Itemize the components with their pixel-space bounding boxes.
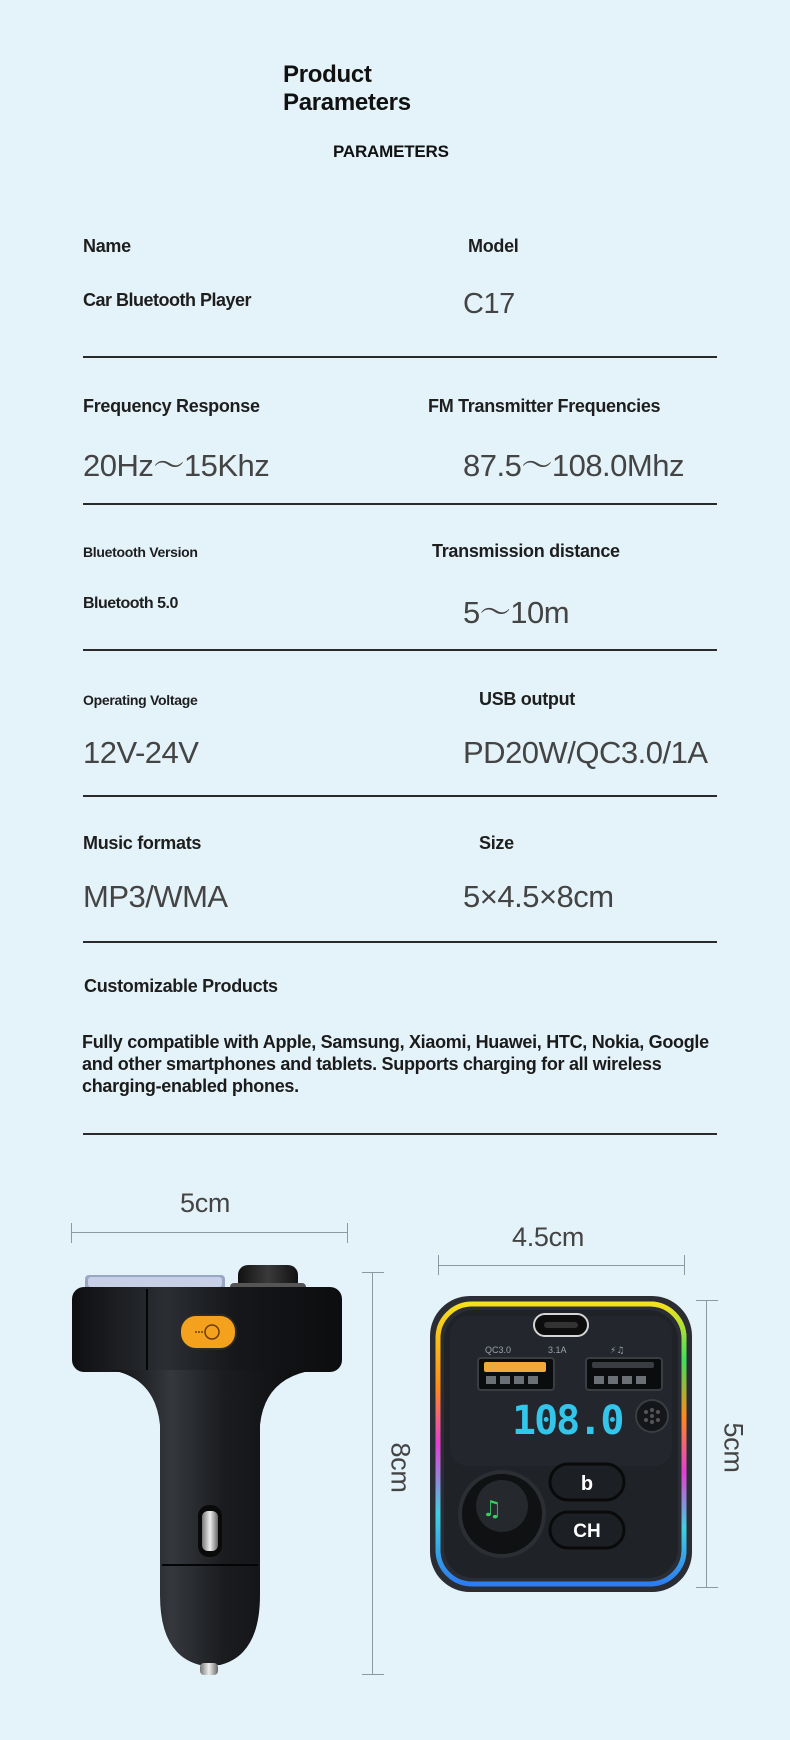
- divider: [83, 356, 717, 358]
- param-label-transmission-distance: Transmission distance: [432, 541, 620, 561]
- param-value-name: Car Bluetooth Player: [83, 290, 252, 310]
- dimension-line: [706, 1300, 707, 1588]
- custom-products-label: Customizable Products: [84, 976, 278, 996]
- param-label-model: Model: [468, 236, 519, 256]
- svg-text:CH: CH: [573, 1521, 601, 1542]
- param-label-music-formats: Music formats: [83, 833, 202, 853]
- param-label-bluetooth-version: Bluetooth Version: [83, 544, 198, 560]
- divider: [83, 649, 717, 651]
- dimension-tick: [684, 1255, 685, 1275]
- dimension-side-height: 8cm: [385, 1442, 416, 1493]
- svg-text:♫: ♫: [482, 1497, 502, 1522]
- section-subtitle: PARAMETERS: [333, 142, 449, 161]
- param-value-operating-voltage: 12V-24V: [83, 735, 199, 770]
- compatibility-description: Fully compatible with Apple, Samsung, Xiaomi, Huawei, HTC, Nokia, Google and other smartphones and tablets. Supports charging for all wireless charging-enabled phones.: [82, 1032, 709, 1096]
- param-label-name: Name: [83, 236, 131, 256]
- param-value-usb-output: PD20W/QC3.0/1A: [463, 735, 708, 770]
- svg-text:b: b: [580, 1473, 594, 1495]
- page-title: [283, 61, 411, 117]
- divider: [83, 1133, 717, 1135]
- dimension-tick: [71, 1223, 72, 1243]
- dimension-tick: [347, 1223, 348, 1243]
- param-value-model: C17: [463, 288, 515, 320]
- param-label-size: Size: [479, 833, 514, 853]
- device-front-view: [430, 1296, 692, 1592]
- divider: [83, 795, 717, 797]
- svg-text:3.1A: 3.1A: [548, 1345, 567, 1355]
- dimension-tick: [696, 1587, 718, 1588]
- svg-text:⚡♫: ⚡♫: [610, 1346, 625, 1356]
- param-label-usb-output: USB output: [479, 689, 575, 709]
- title-line-1: Product: [283, 61, 372, 88]
- divider: [83, 503, 717, 505]
- dimension-line: [438, 1265, 685, 1266]
- param-value-transmission-distance: 5～10m: [463, 595, 570, 630]
- dimension-front-height: 5cm: [718, 1422, 749, 1473]
- dimension-front-width: 4.5cm: [512, 1222, 585, 1252]
- divider: [83, 941, 717, 943]
- param-label-operating-voltage: Operating Voltage: [83, 692, 198, 708]
- device-side-view: [70, 1265, 350, 1675]
- dimension-tick: [438, 1255, 439, 1275]
- param-value-frequency-response: 20Hz～15Khz: [83, 448, 270, 483]
- svg-text:QC3.0: QC3.0: [485, 1345, 512, 1355]
- param-label-fm-frequencies: FM Transmitter Frequencies: [428, 396, 661, 416]
- dimension-line: [372, 1272, 373, 1675]
- title-line-2: Parameters: [283, 89, 411, 116]
- dimension-tick: [696, 1300, 718, 1301]
- dimension-side-width: 5cm: [180, 1188, 231, 1218]
- param-value-fm-frequencies: 87.5～108.0Mhz: [463, 448, 684, 483]
- param-value-bluetooth-version: Bluetooth 5.0: [83, 595, 178, 612]
- dimension-tick: [362, 1674, 384, 1675]
- param-value-size: 5×4.5×8cm: [463, 879, 614, 914]
- dimension-line: [71, 1232, 348, 1233]
- param-value-music-formats: MP3/WMA: [83, 879, 228, 914]
- param-label-frequency-response: Frequency Response: [83, 396, 260, 416]
- dimension-tick: [362, 1272, 384, 1273]
- svg-text:108.0: 108.0: [512, 1398, 623, 1444]
